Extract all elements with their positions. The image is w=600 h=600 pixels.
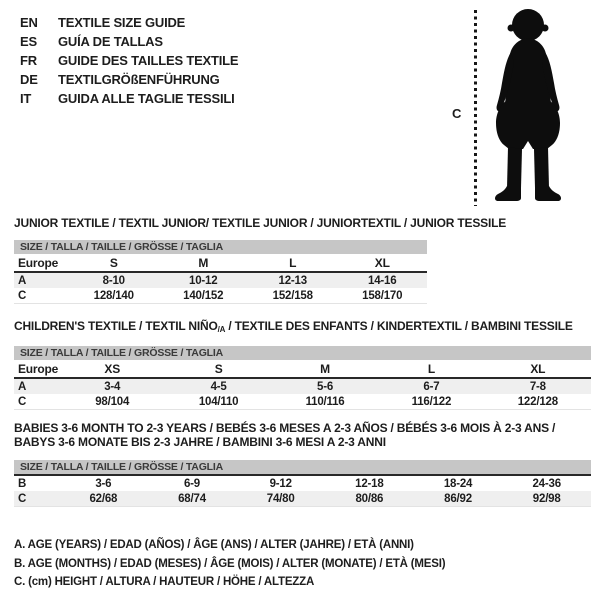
table-cell: 12-13 bbox=[278, 274, 307, 287]
children-section-title bbox=[14, 319, 573, 337]
row-label: C bbox=[18, 395, 27, 408]
table-cell: 14-16 bbox=[368, 274, 397, 287]
language-row-it bbox=[20, 89, 238, 108]
footnote-a: A. AGE (YEARS) / EDAD (AÑOS) / ÂGE (ANS) / ALTER (JAHRE) / ETÀ (ANNI) bbox=[14, 539, 414, 551]
column-header: XL bbox=[374, 255, 390, 270]
table-row-height bbox=[14, 288, 427, 303]
table-cell: 128/140 bbox=[93, 289, 134, 302]
row-label: A bbox=[18, 274, 27, 287]
babies-size-table bbox=[14, 460, 591, 507]
column-header: Europe bbox=[18, 361, 59, 376]
language-code: EN bbox=[20, 15, 38, 30]
footnote-c: C. (cm) HEIGHT / ALTURA / HAUTEUR / HÖHE / ALTEZZA bbox=[14, 576, 315, 588]
size-header-bar: SIZE / TALLA / TAILLE / GRÖSSE / TAGLIA bbox=[14, 240, 427, 254]
column-header: Europe bbox=[18, 255, 59, 270]
table-cell: 110/116 bbox=[305, 395, 345, 408]
size-header-bar: SIZE / TALLA / TAILLE / GRÖSSE / TAGLIA bbox=[14, 460, 591, 476]
column-header: XL bbox=[530, 361, 546, 376]
table-cell: 5-6 bbox=[317, 380, 334, 393]
language-label: GUIDA ALLE TAGLIE TESSILI bbox=[58, 91, 235, 106]
table-cell: 6-7 bbox=[423, 380, 440, 393]
column-header: S bbox=[109, 255, 118, 270]
table-row-height bbox=[14, 491, 591, 506]
table-cell: 92/98 bbox=[532, 492, 561, 505]
table-row-age bbox=[14, 273, 427, 288]
table-cell: 24-36 bbox=[532, 477, 561, 490]
language-row-fr bbox=[20, 51, 238, 70]
children-title-text: CHILDREN'S TEXTILE / TEXTIL NIÑO bbox=[14, 319, 218, 333]
toddler-silhouette-icon bbox=[484, 8, 574, 206]
height-measure-label: C bbox=[452, 106, 462, 121]
language-label: GUIDE DES TAILLES TEXTILE bbox=[58, 53, 239, 68]
column-header: L bbox=[427, 361, 435, 376]
table-cell: 98/104 bbox=[95, 395, 130, 408]
table-cell: 80/86 bbox=[355, 492, 384, 505]
column-header: S bbox=[214, 361, 223, 376]
babies-title-line1: BABIES 3-6 MONTH TO 2-3 YEARS / BEBÉS 3-6 MESES A 2-3 AÑOS / BÉBÉS 3-6 MOIS À 2-3 ANS / bbox=[14, 421, 556, 435]
language-label: TEXTILE SIZE GUIDE bbox=[58, 15, 186, 30]
table-row-age-months bbox=[14, 476, 591, 491]
row-label: A bbox=[18, 380, 27, 393]
table-cell: 9-12 bbox=[269, 477, 292, 490]
language-row-en bbox=[20, 13, 238, 32]
table-cell: 12-18 bbox=[355, 477, 384, 490]
row-label: C bbox=[18, 289, 27, 302]
table-row-age bbox=[14, 379, 591, 394]
junior-size-table bbox=[14, 240, 427, 304]
table-cell: 3-6 bbox=[95, 477, 112, 490]
column-header: L bbox=[289, 255, 297, 270]
language-code: ES bbox=[20, 34, 37, 49]
babies-title-line2: BABYS 3-6 MONATE BIS 2-3 JAHRE / BAMBINI 3-6 MESI A 2-3 ANNI bbox=[14, 435, 386, 449]
table-cell: 86/92 bbox=[444, 492, 472, 505]
children-title-text: / TEXTILE DES ENFANTS / KINDERTEXTIL / BAMBINI TESSILE bbox=[225, 319, 573, 333]
column-header: M bbox=[198, 255, 209, 270]
size-header-bar: SIZE / TALLA / TAILLE / GRÖSSE / TAGLIA bbox=[14, 346, 591, 360]
table-cell: 4-5 bbox=[210, 380, 227, 393]
table-cell: 8-10 bbox=[102, 274, 125, 287]
column-header: XS bbox=[104, 361, 120, 376]
size-columns-row bbox=[14, 254, 427, 273]
language-label: GUÍA DE TALLAS bbox=[58, 34, 163, 49]
height-dotted-line bbox=[474, 10, 477, 206]
table-cell: 68/74 bbox=[178, 492, 206, 505]
table-cell: 10-12 bbox=[189, 274, 218, 287]
children-size-table bbox=[14, 346, 591, 410]
column-header: M bbox=[320, 361, 330, 376]
language-code: IT bbox=[20, 91, 32, 106]
language-list bbox=[20, 13, 238, 108]
footnotes bbox=[14, 536, 445, 592]
language-code: DE bbox=[20, 72, 38, 87]
junior-section-title: JUNIOR TEXTILE / TEXTIL JUNIOR/ TEXTILE JUNIOR / JUNIORTEXTIL / JUNIOR TESSILE bbox=[14, 216, 507, 230]
language-label: TEXTILGRÖßENFÜHRUNG bbox=[58, 72, 220, 87]
row-label: C bbox=[18, 492, 27, 505]
table-cell: 116/122 bbox=[411, 395, 452, 408]
babies-section-title bbox=[14, 421, 555, 449]
table-cell: 6-9 bbox=[183, 477, 201, 490]
table-row-height bbox=[14, 394, 591, 409]
table-cell: 140/152 bbox=[183, 289, 224, 302]
table-cell: 158/170 bbox=[362, 289, 403, 302]
table-cell: 104/110 bbox=[198, 395, 239, 408]
language-row-es bbox=[20, 32, 238, 51]
table-cell: 122/128 bbox=[517, 395, 558, 408]
language-code: FR bbox=[20, 53, 37, 68]
table-cell: 3-4 bbox=[104, 380, 121, 393]
footnote-b: B. AGE (MONTHS) / EDAD (MESES) / ÂGE (MOIS) / ALTER (MONATE) / ETÀ (MESI) bbox=[14, 557, 446, 570]
children-title-subscript: /A bbox=[217, 325, 226, 334]
table-cell: 62/68 bbox=[89, 492, 118, 505]
size-columns-row bbox=[14, 360, 591, 379]
language-row-de bbox=[20, 70, 238, 89]
table-cell: 18-24 bbox=[443, 477, 473, 490]
table-cell: 152/158 bbox=[272, 289, 313, 302]
row-label: B bbox=[18, 477, 27, 490]
table-cell: 74/80 bbox=[266, 492, 295, 505]
table-cell: 7-8 bbox=[529, 380, 546, 393]
